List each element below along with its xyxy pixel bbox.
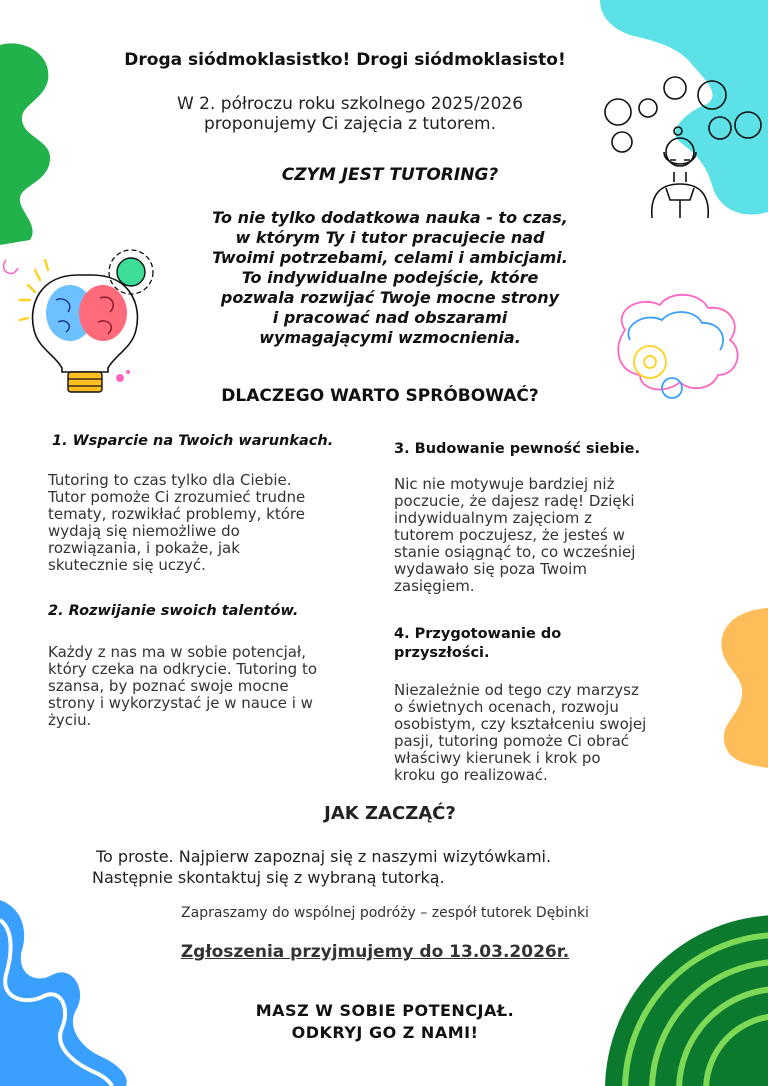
reason-3-line: poczucie, że dajesz radę! Dzięki — [394, 492, 635, 510]
reason-2-line: strony i wykorzystać je w nauce i w — [48, 694, 313, 712]
what-is-heading: CZYM JEST TUTORING? — [281, 165, 499, 185]
greeting-heading: Droga siódmoklasistko! Drogi siódmoklasisto! — [124, 50, 566, 70]
reason-2-title: 2. Rozwijanie swoich talentów. — [48, 603, 299, 619]
reason-2-line: szansa, by poznać swoje mocne — [48, 677, 289, 695]
reason-2-body — [48, 644, 388, 729]
reason-3-title: 3. Budowanie pewność siebie. — [394, 441, 641, 457]
reason-1-line: rozwiązania, i pokaże, jak — [48, 539, 240, 557]
orange-blob-shape — [721, 608, 768, 768]
what-is-line: wymagającymi wzmocnienia. — [259, 328, 521, 347]
reason-2-line: który czeka na odkrycie. Tutoring to — [48, 660, 318, 678]
reason-1-line: Tutoring to czas tylko dla Ciebie. — [48, 471, 292, 489]
slogan-line-2: ODKRYJ GO Z NAMI! — [291, 1023, 479, 1042]
reason-4-line: Niezależnie od tego czy marzysz — [394, 681, 639, 699]
reason-1-title: 1. Wsparcie na Twoich warunkach. — [52, 433, 334, 449]
intro-text — [120, 94, 580, 134]
reason-1-line: wydają się niemożliwe do — [48, 522, 240, 540]
reason-2-line: Każdy z nas ma w sobie potencjał, — [48, 643, 306, 661]
what-is-line: i pracować nad obszarami — [272, 308, 508, 327]
slogan-line-1: MASZ W SOBIE POTENCJAŁ. — [255, 1001, 515, 1020]
how-to-start-heading: JAK ZACZĄĆ? — [324, 803, 456, 824]
reason-3-line: stanie osiągnąć to, co wcześniej — [394, 543, 636, 561]
reason-1-body — [48, 472, 388, 574]
reason-4-body — [394, 682, 724, 784]
reason-4-line: kroku go realizować. — [394, 766, 548, 784]
reason-4-line: osobistym, czy kształceniu swojej — [394, 715, 647, 733]
how-to-start-body — [92, 846, 672, 888]
slogan — [190, 1000, 580, 1044]
blue-wave-shape — [0, 900, 127, 1086]
reason-4-line: o świetnych ocenach, rozwoju — [394, 698, 619, 716]
reason-3-line: Nic nie motywuje bardziej niż — [394, 475, 615, 493]
reason-1-line: tematy, rozwikłać problemy, które — [48, 505, 305, 523]
reason-4-line: właściwy kierunek i krok po — [394, 749, 601, 767]
reason-3-line: zasięgiem. — [394, 577, 475, 595]
why-heading: DLACZEGO WARTO SPRÓBOWAĆ? — [221, 386, 539, 406]
intro-line-1: W 2. półroczu roku szkolnego 2025/2026 — [176, 94, 524, 114]
reason-3-line: wydawało się poza Twoim — [394, 560, 587, 578]
reason-3-line: tutorem poczujesz, że jesteś w — [394, 526, 625, 544]
green-blob-shape — [0, 43, 50, 245]
intro-line-2: proponujemy Ci zajęcia z tutorem. — [203, 114, 497, 134]
reason-1-line: skutecznie się uczyć. — [48, 556, 206, 574]
reason-1-line: Tutor pomoże Ci zrozumieć trudne — [48, 488, 306, 506]
reason-2-line: życiu. — [48, 711, 92, 729]
what-is-line: Twoimi potrzebami, celami i ambicjami. — [212, 248, 568, 267]
invitation-text: Zapraszamy do wspólnej podróży – zespół tutorek Dębinki — [181, 905, 589, 921]
what-is-line: pozwala rozwijać Twoje mocne strony — [220, 288, 560, 307]
reason-3-line: indywidualnym zajęciom z — [394, 509, 592, 527]
reason-3-body — [394, 476, 724, 595]
reason-4-title-line-2: przyszłości. — [394, 645, 490, 661]
deadline-text: Zgłoszenia przyjmujemy do 13.03.2026r. — [180, 942, 570, 962]
cyan-blob-shape — [600, 0, 768, 214]
brain-gears-icon — [618, 295, 737, 398]
what-is-line: To indywidualne podejście, które — [241, 268, 539, 287]
what-is-line: w którym Ty i tutor pracujecie nad — [235, 228, 545, 247]
what-is-line: To nie tylko dodatkowa nauka - to czas, — [212, 208, 568, 227]
reason-4-title — [394, 625, 714, 663]
reason-4-title-line-1: 4. Przygotowanie do — [394, 626, 562, 642]
how-to-start-line-1: To proste. Najpierw zapoznaj się z naszymi wizytówkami. — [96, 847, 552, 866]
what-is-body — [160, 208, 620, 348]
how-to-start-line-2: Następnie skontaktuj się z wybraną tutorką. — [92, 868, 445, 887]
lightbulb-brain-icon — [4, 250, 153, 392]
reason-4-line: pasji, tutoring pomoże Ci obrać — [394, 732, 630, 750]
